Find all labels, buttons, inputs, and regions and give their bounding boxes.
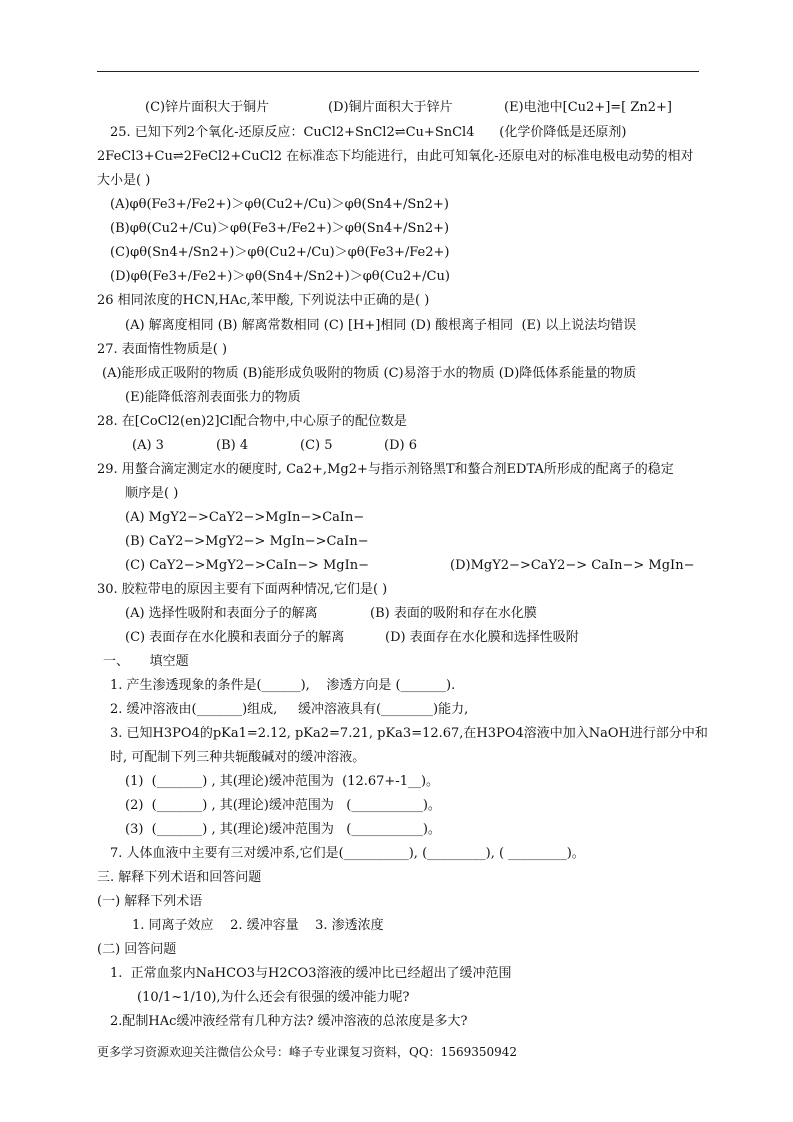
explain-q2: 2.配制HAc缓冲液经常有几种方法? 缓冲溶液的总浓度是多大? bbox=[110, 1014, 468, 1029]
q25-line1: 25. 已知下列2个氧化-还原反应：CuCl2+SnCl2⇌Cu+SnCl4 (化学价降低是还原剂) bbox=[110, 125, 627, 140]
fill-q3-sub3: (3) (_______) , 其(理论)缓冲范围为 (___________)。 bbox=[125, 822, 441, 837]
q30-option-d: (D) 表面存在水化膜和选择性吸附 bbox=[385, 630, 579, 645]
section-fill-heading: 一、 填空题 bbox=[103, 654, 189, 669]
q30-option-b: (B) 表面的吸附和存在水化膜 bbox=[370, 606, 537, 621]
q29-stem-line2: 顺序是( ) bbox=[125, 486, 179, 501]
q30-stem: 30. 胶粒带电的原因主要有下面两种情况,它们是( ) bbox=[97, 582, 388, 597]
header-rule bbox=[97, 71, 699, 72]
fill-q7: 7. 人体血液中主要有三对缓冲系,它们是(__________), (_________), ( _________)。 bbox=[110, 846, 585, 861]
footer-note: 更多学习资源欢迎关注微信公众号：峰子专业课复习资料，QQ：1569350942 bbox=[97, 1045, 518, 1059]
fill-q3-line2: 时, 可配制下列三种共轭酸碱对的缓冲溶液。 bbox=[110, 750, 366, 765]
q28-option-c: (C) 5 bbox=[300, 438, 333, 453]
q30-option-c: (C) 表面存在水化膜和表面分子的解离 bbox=[125, 630, 345, 645]
explain-terms-heading: (一) 解释下列术语 bbox=[97, 894, 203, 909]
q28-option-b: (B) 4 bbox=[216, 438, 249, 453]
q30-option-a: (A) 选择性吸附和表面分子的解离 bbox=[125, 606, 318, 621]
q26-stem: 26 相同浓度的HCN,HAc,苯甲酸, 下列说法中正确的是( ) bbox=[97, 293, 430, 308]
fill-q3-line1: 3. 已知H3PO4的pKa1=2.12, pKa2=7.21, pKa3=12.67,在H3PO4溶液中加入NaOH进行部分中和 bbox=[110, 726, 708, 741]
q27-options-line1: (A)能形成正吸附的物质 (B)能形成负吸附的物质 (C)易溶于水的物质 (D)降低体系能量的物质 bbox=[102, 366, 637, 381]
section-explain-heading: 三. 解释下列术语和回答问题 bbox=[97, 870, 262, 885]
q24-option-e: (E)电池中[Cu2+]=[ Zn2+] bbox=[504, 100, 672, 115]
q27-stem: 27. 表面惰性物质是( ) bbox=[97, 342, 228, 357]
q25-option-d: (D)φθ(Fe3+/Fe2+)＞φθ(Sn4+/Sn2+)＞φθ(Cu2+/Cu) bbox=[110, 269, 450, 284]
q28-option-d: (D) 6 bbox=[384, 438, 417, 453]
q25-line3: 大小是( ) bbox=[97, 173, 151, 188]
explain-terms-list: 1. 同离子效应 2. 缓冲容量 3. 渗透浓度 bbox=[132, 918, 384, 933]
q25-option-c: (C)φθ(Sn4+/Sn2+)＞φθ(Cu2+/Cu)＞φθ(Fe3+/Fe2+) bbox=[110, 245, 450, 260]
fill-q1: 1. 产生渗透现象的条件是(______), 渗透方向是 (_______). bbox=[110, 678, 456, 693]
q28-stem: 28. 在[CoCl2(en)2]Cl配合物中,中心原子的配位数是 bbox=[97, 414, 407, 429]
q25-option-a: (A)φθ(Fe3+/Fe2+)＞φθ(Cu2+/Cu)＞φθ(Sn4+/Sn2+) bbox=[110, 197, 449, 212]
fill-q3-sub2: (2) (_______) , 其(理论)缓冲范围为 (___________)。 bbox=[125, 798, 441, 813]
explain-questions-heading: (二) 回答问题 bbox=[97, 942, 177, 957]
explain-q1-line2: (10/1~1/10),为什么还会有很强的缓冲能力呢? bbox=[137, 990, 410, 1005]
explain-q1-line1: 1. 正常血浆内NaHCO3与H2CO3溶液的缓冲比已经超出了缓冲范围 bbox=[110, 966, 512, 981]
q27-options-line2: (E)能降低溶剂表面张力的物质 bbox=[125, 390, 301, 405]
q25-option-b: (B)φθ(Cu2+/Cu)＞φθ(Fe3+/Fe2+)＞φθ(Sn4+/Sn2+) bbox=[110, 221, 450, 236]
q29-option-a: (A) MgY2−>CaY2−>MgIn−>CaIn− bbox=[125, 510, 365, 525]
q29-option-b: (B) CaY2−>MgY2−> MgIn−>CaIn− bbox=[125, 534, 369, 549]
q28-option-a: (A) 3 bbox=[132, 438, 164, 453]
q25-line2: 2FeCl3+Cu⇌2FeCl2+CuCl2 在标准态下均能进行，由此可知氧化-还原电对的标准电极电动势的相对 bbox=[97, 149, 694, 164]
q29-option-c: (C) CaY2−>MgY2−>CaIn−> MgIn− bbox=[125, 558, 369, 573]
q26-options: (A) 解离度相同 (B) 解离常数相同 (C) [H+]相同 (D) 酸根离子相同 (E) 以上说法均错误 bbox=[125, 318, 637, 333]
fill-q2: 2. 缓冲溶液由(_______)组成, 缓冲溶液具有(________)能力, bbox=[110, 702, 469, 717]
fill-q3-sub1: (1) (_______) , 其(理论)缓冲范围为 (12.67+-1__)。 bbox=[125, 774, 440, 789]
q29-stem-line1: 29. 用螯合滴定测定水的硬度时, Ca2+,Mg2+与指示剂铬黑T和螯合剂EDTA所形成的配离子的稳定 bbox=[97, 462, 674, 477]
q24-option-d: (D)铜片面积大于锌片 bbox=[328, 100, 453, 115]
q24-option-c: (C)锌片面积大于铜片 bbox=[145, 100, 270, 115]
q29-option-d: (D)MgY2−>CaY2−> CaIn−> MgIn− bbox=[450, 558, 695, 573]
